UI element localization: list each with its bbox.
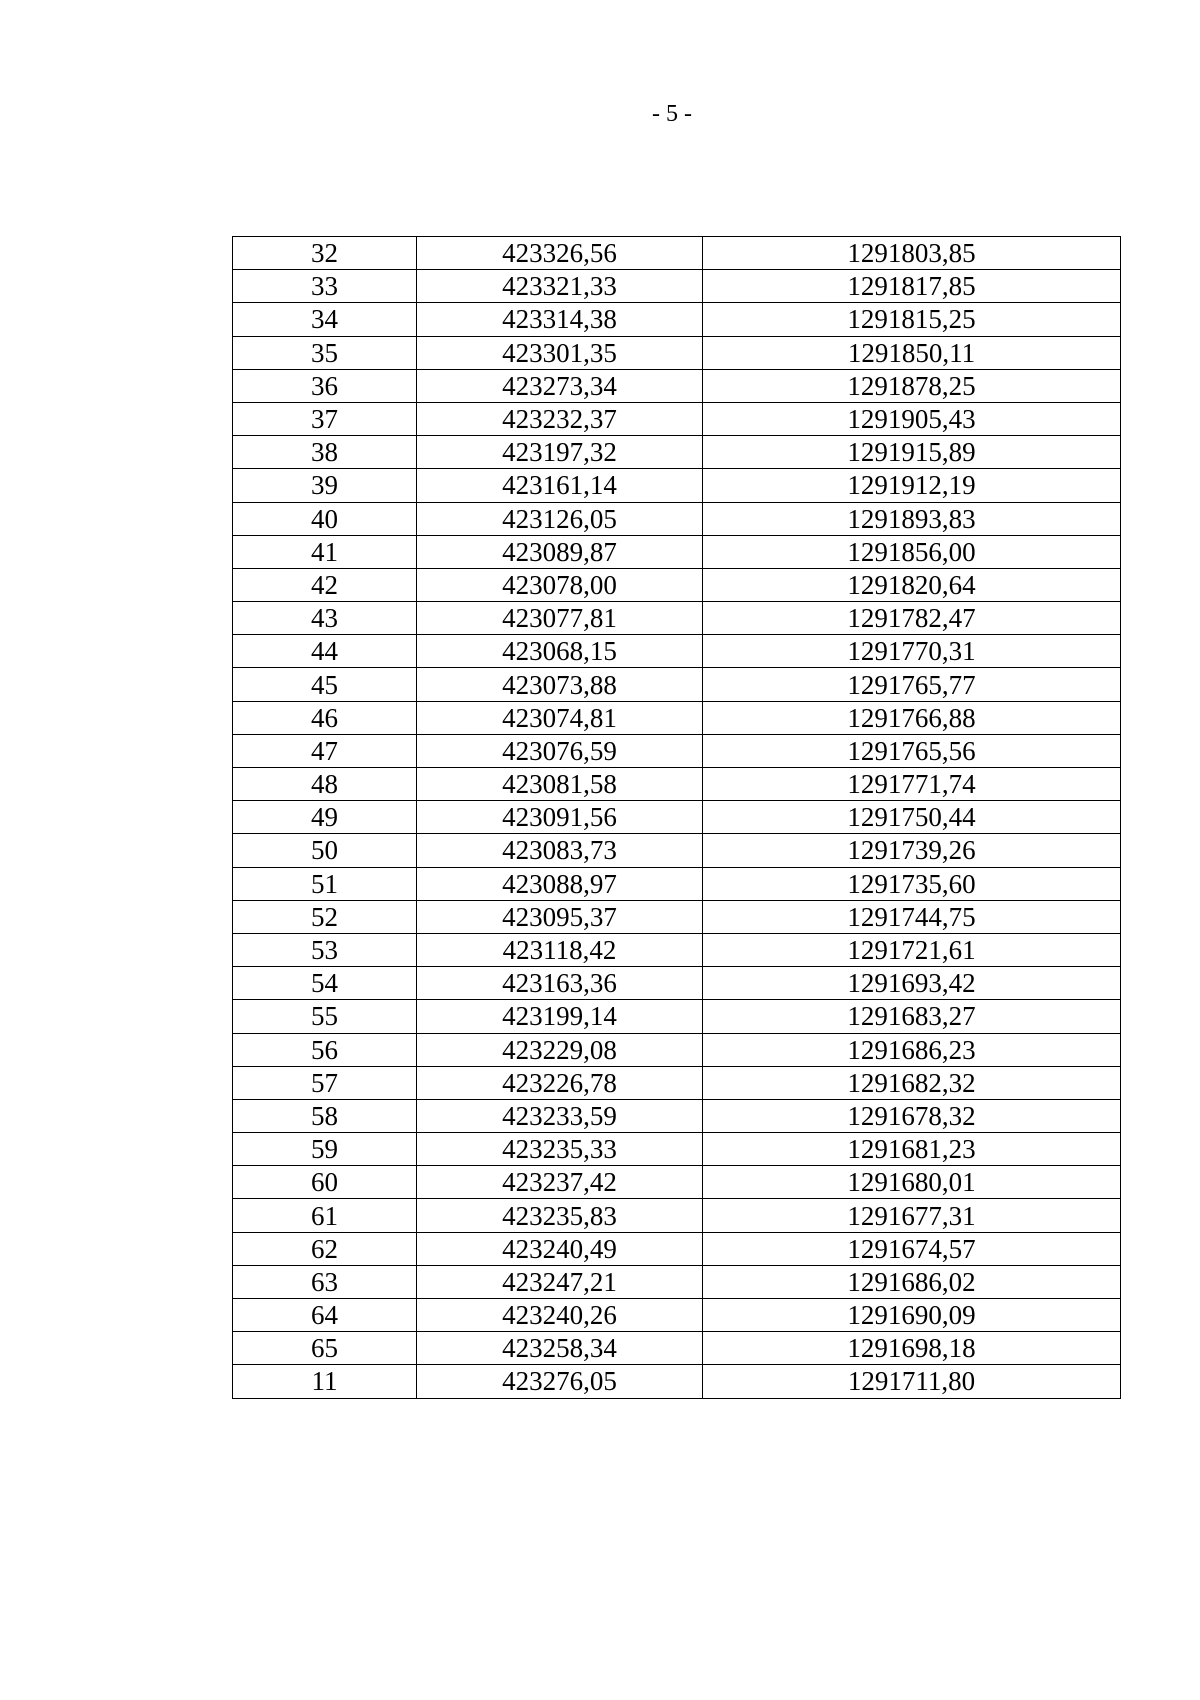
y-coordinate-cell: 1291686,02 — [703, 1265, 1121, 1298]
point-number-cell: 45 — [233, 668, 417, 701]
point-number-cell: 35 — [233, 336, 417, 369]
y-coordinate-cell: 1291680,01 — [703, 1166, 1121, 1199]
table-row — [233, 369, 1121, 402]
point-number-cell: 44 — [233, 635, 417, 668]
table-row — [233, 834, 1121, 867]
table-row — [233, 602, 1121, 635]
y-coordinate-cell: 1291690,09 — [703, 1299, 1121, 1332]
point-number-cell: 56 — [233, 1033, 417, 1066]
y-coordinate-cell: 1291803,85 — [703, 237, 1121, 270]
x-coordinate-cell: 423078,00 — [417, 568, 703, 601]
x-coordinate-cell: 423276,05 — [417, 1365, 703, 1398]
point-number-cell: 63 — [233, 1265, 417, 1298]
y-coordinate-cell: 1291683,27 — [703, 1000, 1121, 1033]
x-coordinate-cell: 423095,37 — [417, 900, 703, 933]
y-coordinate-cell: 1291735,60 — [703, 867, 1121, 900]
x-coordinate-cell: 423081,58 — [417, 768, 703, 801]
point-number-cell: 40 — [233, 502, 417, 535]
point-number-cell: 46 — [233, 701, 417, 734]
x-coordinate-cell: 423314,38 — [417, 303, 703, 336]
table-row — [233, 336, 1121, 369]
y-coordinate-cell: 1291744,75 — [703, 900, 1121, 933]
point-number-cell: 41 — [233, 535, 417, 568]
table-row — [233, 1066, 1121, 1099]
x-coordinate-cell: 423235,83 — [417, 1199, 703, 1232]
table-row — [233, 867, 1121, 900]
point-number-cell: 34 — [233, 303, 417, 336]
x-coordinate-cell: 423076,59 — [417, 734, 703, 767]
point-number-cell: 51 — [233, 867, 417, 900]
point-number-cell: 60 — [233, 1166, 417, 1199]
point-number-cell: 49 — [233, 801, 417, 834]
y-coordinate-cell: 1291721,61 — [703, 933, 1121, 966]
point-number-cell: 33 — [233, 270, 417, 303]
table-row — [233, 900, 1121, 933]
table-row — [233, 237, 1121, 270]
y-coordinate-cell: 1291765,77 — [703, 668, 1121, 701]
y-coordinate-cell: 1291782,47 — [703, 602, 1121, 635]
x-coordinate-cell: 423118,42 — [417, 933, 703, 966]
table-row — [233, 502, 1121, 535]
y-coordinate-cell: 1291817,85 — [703, 270, 1121, 303]
x-coordinate-cell: 423233,59 — [417, 1099, 703, 1132]
x-coordinate-cell: 423163,36 — [417, 967, 703, 1000]
y-coordinate-cell: 1291698,18 — [703, 1332, 1121, 1365]
x-coordinate-cell: 423235,33 — [417, 1133, 703, 1166]
x-coordinate-cell: 423229,08 — [417, 1033, 703, 1066]
y-coordinate-cell: 1291905,43 — [703, 402, 1121, 435]
x-coordinate-cell: 423074,81 — [417, 701, 703, 734]
page-number: - 5 - — [652, 101, 692, 127]
x-coordinate-cell: 423247,21 — [417, 1265, 703, 1298]
y-coordinate-cell: 1291674,57 — [703, 1232, 1121, 1265]
table-row — [233, 668, 1121, 701]
y-coordinate-cell: 1291686,23 — [703, 1033, 1121, 1066]
x-coordinate-cell: 423226,78 — [417, 1066, 703, 1099]
table-row — [233, 1332, 1121, 1365]
y-coordinate-cell: 1291856,00 — [703, 535, 1121, 568]
table-row — [233, 1199, 1121, 1232]
point-number-cell: 62 — [233, 1232, 417, 1265]
point-number-cell: 50 — [233, 834, 417, 867]
y-coordinate-cell: 1291681,23 — [703, 1133, 1121, 1166]
point-number-cell: 36 — [233, 369, 417, 402]
point-number-cell: 64 — [233, 1299, 417, 1332]
y-coordinate-cell: 1291682,32 — [703, 1066, 1121, 1099]
y-coordinate-cell: 1291766,88 — [703, 701, 1121, 734]
table-row — [233, 1232, 1121, 1265]
y-coordinate-cell: 1291677,31 — [703, 1199, 1121, 1232]
x-coordinate-cell: 423273,34 — [417, 369, 703, 402]
x-coordinate-cell: 423199,14 — [417, 1000, 703, 1033]
table-row — [233, 469, 1121, 502]
coordinates-table-body — [233, 237, 1121, 1399]
table-row — [233, 535, 1121, 568]
table-row — [233, 768, 1121, 801]
point-number-cell: 38 — [233, 436, 417, 469]
x-coordinate-cell: 423161,14 — [417, 469, 703, 502]
y-coordinate-cell: 1291765,56 — [703, 734, 1121, 767]
table-row — [233, 1166, 1121, 1199]
table-row — [233, 402, 1121, 435]
table-row — [233, 1133, 1121, 1166]
point-number-cell: 37 — [233, 402, 417, 435]
table-row — [233, 568, 1121, 601]
point-number-cell: 59 — [233, 1133, 417, 1166]
point-number-cell: 48 — [233, 768, 417, 801]
point-number-cell: 43 — [233, 602, 417, 635]
table-row — [233, 801, 1121, 834]
table-row — [233, 1299, 1121, 1332]
point-number-cell: 52 — [233, 900, 417, 933]
table-row — [233, 303, 1121, 336]
table-row — [233, 1099, 1121, 1132]
point-number-cell: 39 — [233, 469, 417, 502]
point-number-cell: 58 — [233, 1099, 417, 1132]
y-coordinate-cell: 1291820,64 — [703, 568, 1121, 601]
y-coordinate-cell: 1291711,80 — [703, 1365, 1121, 1398]
x-coordinate-cell: 423301,35 — [417, 336, 703, 369]
table-row — [233, 933, 1121, 966]
y-coordinate-cell: 1291915,89 — [703, 436, 1121, 469]
x-coordinate-cell: 423240,26 — [417, 1299, 703, 1332]
point-number-cell: 42 — [233, 568, 417, 601]
x-coordinate-cell: 423077,81 — [417, 602, 703, 635]
table-row — [233, 1365, 1121, 1398]
y-coordinate-cell: 1291771,74 — [703, 768, 1121, 801]
table-row — [233, 1000, 1121, 1033]
point-number-cell: 55 — [233, 1000, 417, 1033]
point-number-cell: 57 — [233, 1066, 417, 1099]
point-number-cell: 53 — [233, 933, 417, 966]
y-coordinate-cell: 1291678,32 — [703, 1099, 1121, 1132]
coordinates-table — [232, 236, 1121, 1399]
x-coordinate-cell: 423232,37 — [417, 402, 703, 435]
x-coordinate-cell: 423083,73 — [417, 834, 703, 867]
x-coordinate-cell: 423240,49 — [417, 1232, 703, 1265]
y-coordinate-cell: 1291693,42 — [703, 967, 1121, 1000]
y-coordinate-cell: 1291739,26 — [703, 834, 1121, 867]
x-coordinate-cell: 423091,56 — [417, 801, 703, 834]
table-row — [233, 1033, 1121, 1066]
table-row — [233, 635, 1121, 668]
x-coordinate-cell: 423089,87 — [417, 535, 703, 568]
x-coordinate-cell: 423197,32 — [417, 436, 703, 469]
table-row — [233, 1265, 1121, 1298]
y-coordinate-cell: 1291912,19 — [703, 469, 1121, 502]
y-coordinate-cell: 1291750,44 — [703, 801, 1121, 834]
point-number-cell: 11 — [233, 1365, 417, 1398]
point-number-cell: 47 — [233, 734, 417, 767]
point-number-cell: 32 — [233, 237, 417, 270]
x-coordinate-cell: 423073,88 — [417, 668, 703, 701]
y-coordinate-cell: 1291893,83 — [703, 502, 1121, 535]
x-coordinate-cell: 423326,56 — [417, 237, 703, 270]
table-row — [233, 734, 1121, 767]
y-coordinate-cell: 1291815,25 — [703, 303, 1121, 336]
point-number-cell: 54 — [233, 967, 417, 1000]
x-coordinate-cell: 423068,15 — [417, 635, 703, 668]
point-number-cell: 65 — [233, 1332, 417, 1365]
y-coordinate-cell: 1291878,25 — [703, 369, 1121, 402]
x-coordinate-cell: 423088,97 — [417, 867, 703, 900]
point-number-cell: 61 — [233, 1199, 417, 1232]
table-row — [233, 967, 1121, 1000]
x-coordinate-cell: 423237,42 — [417, 1166, 703, 1199]
table-row — [233, 270, 1121, 303]
y-coordinate-cell: 1291770,31 — [703, 635, 1121, 668]
x-coordinate-cell: 423321,33 — [417, 270, 703, 303]
table-row — [233, 436, 1121, 469]
y-coordinate-cell: 1291850,11 — [703, 336, 1121, 369]
x-coordinate-cell: 423126,05 — [417, 502, 703, 535]
x-coordinate-cell: 423258,34 — [417, 1332, 703, 1365]
table-row — [233, 701, 1121, 734]
